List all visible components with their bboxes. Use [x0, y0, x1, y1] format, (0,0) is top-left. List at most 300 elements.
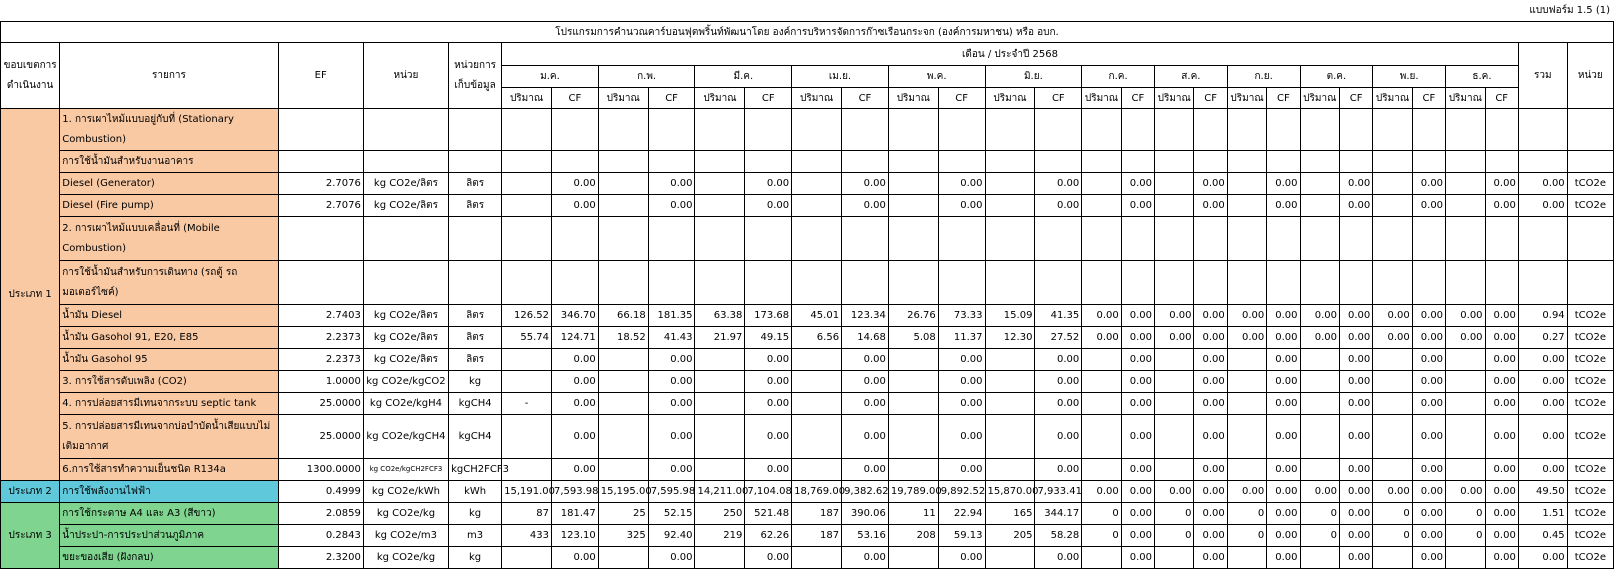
empty-cell — [1227, 217, 1267, 261]
cf-cell: 0.00 — [1340, 349, 1373, 371]
qty-cell: 0 — [1082, 525, 1122, 547]
cf-cell: 0.00 — [1267, 503, 1300, 525]
qty-cell: 165 — [985, 503, 1035, 525]
qty-cell: 0 — [1300, 503, 1340, 525]
cf-cell: 0.00 — [1412, 349, 1445, 371]
qty-cell — [985, 349, 1035, 371]
unit-value: kg CO2e/ลิตร — [363, 349, 448, 371]
cf-cell: 0.00 — [552, 415, 599, 459]
header-month: ต.ค. — [1300, 66, 1373, 88]
qty-cell: 14,211.00 — [695, 481, 745, 503]
cf-cell: 41.43 — [648, 327, 695, 349]
qty-cell — [1446, 195, 1486, 217]
empty-cell — [502, 151, 552, 173]
table-row — [1, 305, 1614, 327]
cf-cell: 0.00 — [938, 349, 985, 371]
cf-cell: 0.00 — [1121, 305, 1154, 327]
empty-cell — [1446, 217, 1486, 261]
empty-cell — [985, 151, 1035, 173]
qty-cell — [792, 173, 842, 195]
empty-cell — [985, 261, 1035, 305]
empty-cell — [1227, 151, 1267, 173]
header-ef: EF — [278, 43, 363, 109]
qty-cell — [1300, 349, 1340, 371]
empty-cell — [1446, 261, 1486, 305]
cf-cell: 0.00 — [1485, 503, 1518, 525]
cf-cell: 9,892.52 — [938, 481, 985, 503]
header-cf: CF — [648, 88, 695, 109]
sheet-title: โปรแกรมการคำนวณคาร์บอนฟุตพริ้นท์พัฒนาโดย องค์การบริหารจัดการก๊าซเรือนกระจก (องค์การมหาชน) หรือ อบก. — [1, 22, 1614, 43]
qty-cell — [1300, 415, 1340, 459]
empty-cell — [695, 261, 745, 305]
header-month: เม.ย. — [792, 66, 889, 88]
empty-cell — [888, 261, 938, 305]
empty-cell — [449, 217, 502, 261]
qty-cell: 0.00 — [1300, 305, 1340, 327]
empty-cell — [449, 109, 502, 151]
qty-cell — [1082, 547, 1122, 569]
qty-cell — [1227, 415, 1267, 459]
qty-cell — [1373, 415, 1413, 459]
cf-cell: 0.00 — [1121, 547, 1154, 569]
qty-cell — [1300, 547, 1340, 569]
qty-cell — [695, 547, 745, 569]
qty-cell — [502, 459, 552, 481]
qty-cell: 0.00 — [1227, 305, 1267, 327]
cf-cell: 7,933.41 — [1035, 481, 1082, 503]
cf-cell: 0.00 — [1035, 393, 1082, 415]
cf-cell: 0.00 — [1035, 173, 1082, 195]
cf-cell: 0.00 — [745, 349, 792, 371]
qty-cell — [888, 459, 938, 481]
empty-cell — [842, 261, 889, 305]
cf-cell: 0.00 — [648, 393, 695, 415]
qty-cell — [1373, 195, 1413, 217]
item-label: น้ำมัน Diesel — [60, 305, 278, 327]
empty-cell — [1567, 217, 1613, 261]
scope-label: ประเภท 1 — [1, 109, 60, 481]
empty-cell — [745, 261, 792, 305]
qty-cell — [792, 459, 842, 481]
ef-value: 1.0000 — [278, 371, 363, 393]
cf-cell: 0.00 — [1194, 371, 1227, 393]
form-code: แบบฟอร์ม 1.5 (1) — [1529, 5, 1610, 16]
collect-unit-value: kgCH2FCF3 — [449, 459, 502, 481]
qty-cell — [888, 195, 938, 217]
total-value: 0.00 — [1518, 459, 1567, 481]
qty-cell: 0.00 — [1446, 305, 1486, 327]
cf-cell: 41.35 — [1035, 305, 1082, 327]
qty-cell — [1446, 393, 1486, 415]
qty-cell: 0.00 — [1227, 327, 1267, 349]
header-scope: ขอบเขตการดำเนินงาน — [1, 43, 60, 109]
unit-value: kg CO2e/kWh — [363, 481, 448, 503]
ef-value: 1300.0000 — [278, 459, 363, 481]
qty-cell — [695, 195, 745, 217]
cf-cell: 0.00 — [1121, 173, 1154, 195]
qty-cell — [1300, 173, 1340, 195]
qty-cell — [502, 173, 552, 195]
item-label: น้ำประปา-การประปาส่วนภูมิภาค — [60, 525, 278, 547]
cf-cell: 0.00 — [1412, 481, 1445, 503]
empty-cell — [888, 151, 938, 173]
item-label: 3. การใช้สารดับเพลิง (CO2) — [60, 371, 278, 393]
empty-cell — [938, 261, 985, 305]
collect-unit-value: kWh — [449, 481, 502, 503]
total-unit: tCO2e — [1567, 173, 1613, 195]
total-unit: tCO2e — [1567, 525, 1613, 547]
qty-cell: 0.00 — [1154, 305, 1194, 327]
qty-cell — [888, 349, 938, 371]
cf-cell: 0.00 — [1121, 195, 1154, 217]
empty-cell — [278, 109, 363, 151]
empty-cell — [449, 151, 502, 173]
cf-cell: 0.00 — [1485, 305, 1518, 327]
qty-cell — [1373, 371, 1413, 393]
cf-cell: 0.00 — [1412, 547, 1445, 569]
table-row — [1, 109, 1614, 151]
qty-cell: 0.00 — [1082, 481, 1122, 503]
cf-cell: 0.00 — [1194, 173, 1227, 195]
empty-cell — [1194, 261, 1227, 305]
qty-cell: 55.74 — [502, 327, 552, 349]
qty-cell — [1082, 349, 1122, 371]
header-qty: ปริมาณ — [1300, 88, 1340, 109]
qty-cell — [502, 547, 552, 569]
cf-cell: 0.00 — [1485, 195, 1518, 217]
qty-cell — [695, 393, 745, 415]
qty-cell — [1082, 393, 1122, 415]
qty-cell — [1154, 393, 1194, 415]
cf-cell: 0.00 — [1340, 173, 1373, 195]
cf-cell: 7,593.98 — [552, 481, 599, 503]
header-item: รายการ — [60, 43, 278, 109]
empty-cell — [648, 261, 695, 305]
table-row — [1, 393, 1614, 415]
cf-cell: 123.34 — [842, 305, 889, 327]
header-month: ก.ค. — [1082, 66, 1155, 88]
empty-cell — [842, 151, 889, 173]
qty-cell: 66.18 — [598, 305, 648, 327]
cf-cell: 0.00 — [1121, 459, 1154, 481]
cf-cell: 0.00 — [938, 547, 985, 569]
cf-cell: 0.00 — [1412, 525, 1445, 547]
cf-cell: 0.00 — [938, 195, 985, 217]
empty-cell — [985, 109, 1035, 151]
empty-cell — [1300, 151, 1340, 173]
header-qty: ปริมาณ — [1154, 88, 1194, 109]
item-label: น้ำมัน Gasohol 91, E20, E85 — [60, 327, 278, 349]
empty-cell — [598, 109, 648, 151]
unit-value: kg CO2e/kgH4 — [363, 393, 448, 415]
table-row — [1, 415, 1614, 459]
total-value: 1.51 — [1518, 503, 1567, 525]
qty-cell — [502, 349, 552, 371]
cf-cell: 0.00 — [1485, 459, 1518, 481]
cf-cell: 0.00 — [842, 349, 889, 371]
unit-value: kg CO2e/kgCO2 — [363, 371, 448, 393]
unit-value: kg CO2e/ลิตร — [363, 173, 448, 195]
qty-cell: 0.00 — [1154, 327, 1194, 349]
cf-cell: 0.00 — [842, 173, 889, 195]
cf-cell: 0.00 — [1267, 547, 1300, 569]
empty-cell — [1082, 217, 1122, 261]
qty-cell — [1300, 393, 1340, 415]
header-total-unit: หน่วย — [1567, 43, 1613, 109]
qty-cell: 0.00 — [1373, 305, 1413, 327]
empty-cell — [363, 109, 448, 151]
qty-cell: 0 — [1373, 525, 1413, 547]
qty-cell — [985, 547, 1035, 569]
qty-cell — [1446, 547, 1486, 569]
cf-cell: 0.00 — [1035, 547, 1082, 569]
cf-cell: 0.00 — [1267, 459, 1300, 481]
header-cf: CF — [1194, 88, 1227, 109]
empty-cell — [1121, 109, 1154, 151]
header-qty: ปริมาณ — [792, 88, 842, 109]
cf-cell: 0.00 — [842, 371, 889, 393]
qty-cell: 0.00 — [1300, 327, 1340, 349]
cf-cell: 73.33 — [938, 305, 985, 327]
cf-cell: 0.00 — [1340, 547, 1373, 569]
qty-cell — [695, 173, 745, 195]
table-row — [1, 43, 1614, 66]
collect-unit-value: kg — [449, 547, 502, 569]
total-value: 0.27 — [1518, 327, 1567, 349]
qty-cell: 63.38 — [695, 305, 745, 327]
header-total: รวม — [1518, 43, 1567, 109]
cf-cell: 92.40 — [648, 525, 695, 547]
cf-cell: 0.00 — [1121, 327, 1154, 349]
header-qty: ปริมาณ — [1373, 88, 1413, 109]
empty-cell — [598, 261, 648, 305]
qty-cell: 205 — [985, 525, 1035, 547]
table-row — [1, 481, 1614, 503]
total-unit: tCO2e — [1567, 305, 1613, 327]
qty-cell — [888, 547, 938, 569]
scope-label: ประเภท 3 — [1, 503, 60, 569]
qty-cell — [695, 459, 745, 481]
unit-value: kg CO2e/ลิตร — [363, 327, 448, 349]
cf-cell: 0.00 — [648, 349, 695, 371]
cf-cell: 0.00 — [1267, 195, 1300, 217]
qty-cell: 26.76 — [888, 305, 938, 327]
qty-cell: 15,870.00 — [985, 481, 1035, 503]
cf-cell: 0.00 — [552, 459, 599, 481]
cf-cell: 0.00 — [1194, 305, 1227, 327]
qty-cell — [888, 415, 938, 459]
qty-cell — [1227, 547, 1267, 569]
qty-cell: 0.00 — [1446, 481, 1486, 503]
qty-cell — [1154, 547, 1194, 569]
qty-cell — [1373, 349, 1413, 371]
qty-cell: - — [502, 393, 552, 415]
cf-cell: 0.00 — [745, 459, 792, 481]
cf-cell: 0.00 — [1121, 481, 1154, 503]
cf-cell: 0.00 — [1412, 173, 1445, 195]
cf-cell: 0.00 — [1340, 481, 1373, 503]
empty-cell — [502, 261, 552, 305]
empty-cell — [1340, 261, 1373, 305]
qty-cell — [695, 415, 745, 459]
unit-value: kg CO2e/kg — [363, 547, 448, 569]
qty-cell — [1154, 459, 1194, 481]
total-value: 0.00 — [1518, 393, 1567, 415]
cf-cell: 0.00 — [1485, 173, 1518, 195]
qty-cell — [1373, 547, 1413, 569]
empty-cell — [1194, 151, 1227, 173]
cf-cell: 0.00 — [1194, 547, 1227, 569]
cf-cell: 123.10 — [552, 525, 599, 547]
empty-cell — [1194, 109, 1227, 151]
qty-cell — [598, 195, 648, 217]
cf-cell: 0.00 — [938, 371, 985, 393]
qty-cell: 0 — [1227, 503, 1267, 525]
ef-value: 25.0000 — [278, 415, 363, 459]
cf-cell: 0.00 — [1485, 349, 1518, 371]
header-qty: ปริมาณ — [695, 88, 745, 109]
empty-cell — [502, 217, 552, 261]
empty-cell — [1518, 109, 1567, 151]
cf-cell: 0.00 — [938, 393, 985, 415]
cf-cell: 0.00 — [1267, 173, 1300, 195]
header-cf: CF — [1485, 88, 1518, 109]
item-label: น้ำมัน Gasohol 95 — [60, 349, 278, 371]
total-unit: tCO2e — [1567, 349, 1613, 371]
cf-cell: 0.00 — [1340, 525, 1373, 547]
empty-cell — [278, 151, 363, 173]
qty-cell — [1446, 415, 1486, 459]
item-label: การใช้น้ำมันสำหรับงานอาคาร — [60, 151, 278, 173]
table-row — [1, 547, 1614, 569]
empty-cell — [598, 217, 648, 261]
cf-cell: 521.48 — [745, 503, 792, 525]
qty-cell — [1227, 393, 1267, 415]
empty-cell — [1082, 109, 1122, 151]
qty-cell: 15,191.00 — [502, 481, 552, 503]
cf-cell: 0.00 — [1121, 525, 1154, 547]
cf-cell: 0.00 — [1035, 195, 1082, 217]
item-label: 1. การเผาไหม้แบบอยู่กับที่ (Stationary Combustion) — [60, 109, 278, 151]
empty-cell — [1567, 109, 1613, 151]
qty-cell — [1227, 371, 1267, 393]
header-qty: ปริมาณ — [1227, 88, 1267, 109]
qty-cell: 11 — [888, 503, 938, 525]
cf-cell: 0.00 — [1412, 195, 1445, 217]
cf-cell: 0.00 — [842, 393, 889, 415]
cf-cell: 0.00 — [1121, 349, 1154, 371]
header-month: มี.ค. — [695, 66, 792, 88]
unit-value: kg CO2e/ลิตร — [363, 195, 448, 217]
total-unit: tCO2e — [1567, 195, 1613, 217]
empty-cell — [1121, 151, 1154, 173]
cf-cell: 58.28 — [1035, 525, 1082, 547]
ef-value: 0.2843 — [278, 525, 363, 547]
empty-cell — [363, 151, 448, 173]
empty-cell — [1267, 109, 1300, 151]
cf-cell: 59.13 — [938, 525, 985, 547]
empty-cell — [695, 151, 745, 173]
cf-cell: 0.00 — [1035, 349, 1082, 371]
cf-cell: 0.00 — [745, 415, 792, 459]
qty-cell — [1227, 173, 1267, 195]
cf-cell: 52.15 — [648, 503, 695, 525]
qty-cell: 219 — [695, 525, 745, 547]
cf-cell: 0.00 — [648, 371, 695, 393]
cf-cell: 0.00 — [745, 371, 792, 393]
table-row — [1, 525, 1614, 547]
cf-cell: 0.00 — [1412, 415, 1445, 459]
qty-cell: 15,195.00 — [598, 481, 648, 503]
cf-cell: 0.00 — [1267, 305, 1300, 327]
empty-cell — [1485, 261, 1518, 305]
cf-cell: 0.00 — [1194, 459, 1227, 481]
qty-cell — [792, 547, 842, 569]
qty-cell — [695, 371, 745, 393]
empty-cell — [1300, 261, 1340, 305]
ef-value: 2.2373 — [278, 349, 363, 371]
empty-cell — [278, 261, 363, 305]
empty-cell — [1446, 109, 1486, 151]
ef-value: 2.7076 — [278, 195, 363, 217]
empty-cell — [363, 217, 448, 261]
qty-cell — [1446, 371, 1486, 393]
empty-cell — [1518, 261, 1567, 305]
empty-cell — [648, 217, 695, 261]
cf-cell: 0.00 — [938, 415, 985, 459]
empty-cell — [1485, 151, 1518, 173]
qty-cell — [1446, 173, 1486, 195]
empty-cell — [1567, 151, 1613, 173]
cf-cell: 0.00 — [648, 195, 695, 217]
empty-cell — [792, 109, 842, 151]
qty-cell — [1154, 173, 1194, 195]
header-month: ก.ย. — [1227, 66, 1300, 88]
ef-value: 2.7403 — [278, 305, 363, 327]
cf-cell: 0.00 — [1035, 371, 1082, 393]
cf-cell: 0.00 — [1267, 481, 1300, 503]
empty-cell — [1035, 109, 1082, 151]
qty-cell — [598, 349, 648, 371]
empty-cell — [1567, 261, 1613, 305]
cf-cell: 0.00 — [1340, 195, 1373, 217]
cf-cell: 53.16 — [842, 525, 889, 547]
qty-cell: 0.00 — [1227, 481, 1267, 503]
qty-cell: 433 — [502, 525, 552, 547]
cf-cell: 0.00 — [552, 547, 599, 569]
empty-cell — [1412, 261, 1445, 305]
empty-cell — [1340, 217, 1373, 261]
header-month: พ.ค. — [888, 66, 985, 88]
scope-label: ประเภท 2 — [1, 481, 60, 503]
qty-cell — [598, 415, 648, 459]
empty-cell — [552, 217, 599, 261]
cf-cell: 0.00 — [1340, 371, 1373, 393]
cf-cell: 0.00 — [648, 459, 695, 481]
cf-cell: 0.00 — [1267, 415, 1300, 459]
qty-cell — [598, 173, 648, 195]
qty-cell: 15.09 — [985, 305, 1035, 327]
empty-cell — [792, 217, 842, 261]
qty-cell: 126.52 — [502, 305, 552, 327]
cf-cell: 22.94 — [938, 503, 985, 525]
qty-cell: 0 — [1082, 503, 1122, 525]
empty-cell — [1340, 151, 1373, 173]
total-unit: tCO2e — [1567, 547, 1613, 569]
total-unit: tCO2e — [1567, 415, 1613, 459]
cf-cell: 390.06 — [842, 503, 889, 525]
cf-cell: 0.00 — [1340, 393, 1373, 415]
